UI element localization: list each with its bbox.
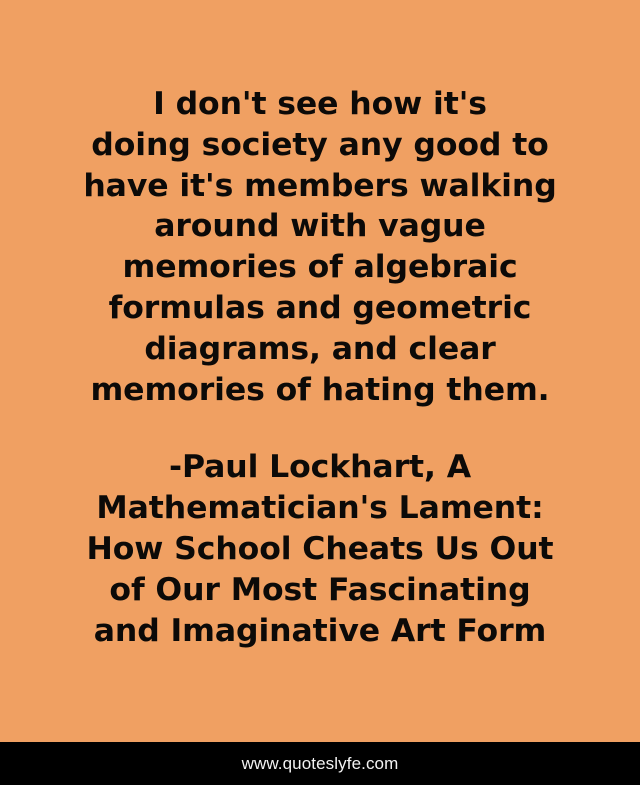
footer-bar — [0, 742, 640, 785]
site-url-label: www.quoteslyfe.com — [241, 754, 399, 773]
quote-text — [38, 84, 602, 410]
quote-line: around with vague — [154, 208, 486, 245]
quote-line: have it's members walking — [83, 167, 557, 204]
quote-line: I don't see how it's — [153, 86, 487, 122]
quote-attribution — [38, 447, 602, 651]
attribution-line: and Imaginative Art Form — [93, 612, 547, 649]
quote-line: memories of algebraic — [122, 249, 518, 286]
quote-line: formulas and geometric — [108, 289, 532, 326]
quote-line: memories of hating them. — [90, 371, 550, 408]
attribution-line: -Paul Lockhart, A — [169, 449, 471, 486]
quote-line: doing society any good to — [91, 126, 549, 163]
attribution-line: How School Cheats Us Out — [86, 530, 554, 567]
quote-line: diagrams, and clear — [144, 330, 496, 367]
attribution-line: of Our Most Fascinating — [109, 571, 531, 608]
attribution-line: Mathematician's Lament: — [96, 490, 544, 527]
